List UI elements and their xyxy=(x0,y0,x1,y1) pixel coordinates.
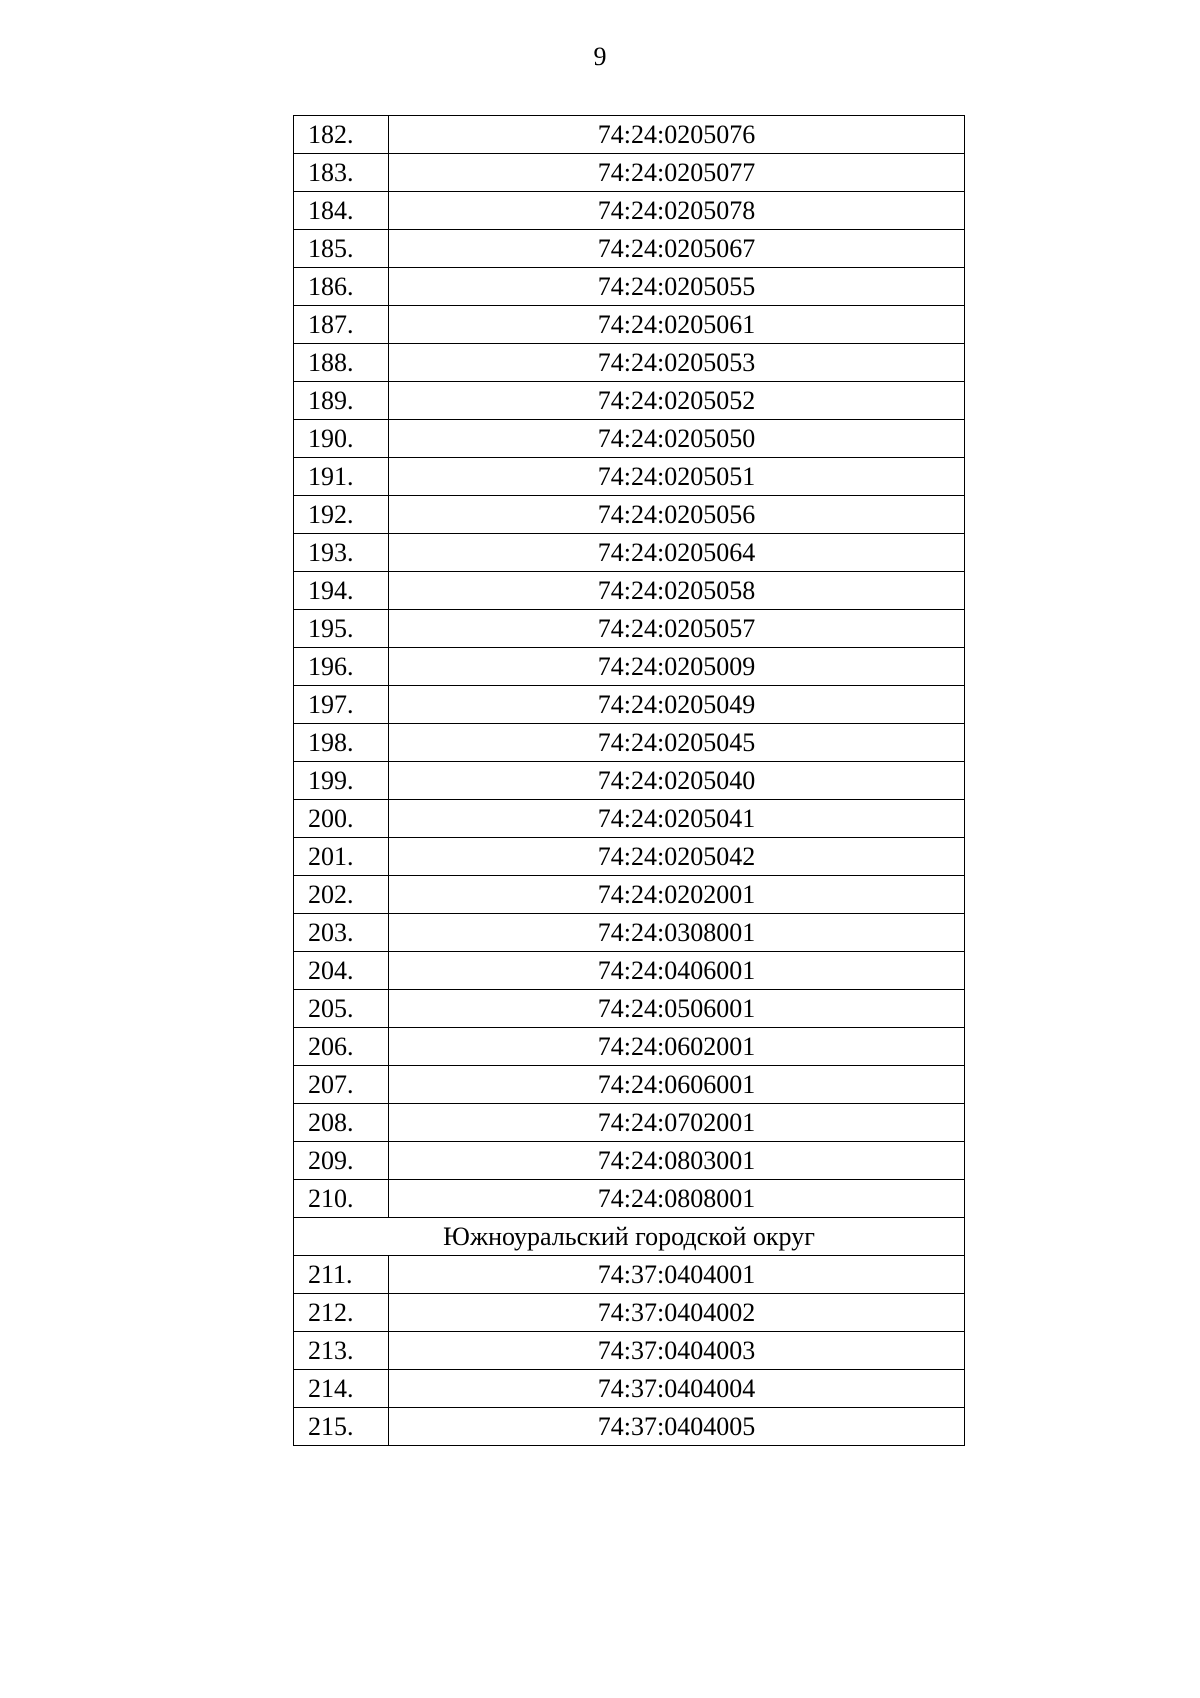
table-row xyxy=(294,1142,965,1180)
cadastral-number: 74:37:0404002 xyxy=(389,1294,965,1332)
table-row xyxy=(294,1256,965,1294)
row-number: 183. xyxy=(294,154,389,192)
row-number: 192. xyxy=(294,496,389,534)
cadastral-number: 74:24:0205078 xyxy=(389,192,965,230)
table-row xyxy=(294,1370,965,1408)
cadastral-number: 74:24:0205057 xyxy=(389,610,965,648)
cadastral-number: 74:24:0202001 xyxy=(389,876,965,914)
table-row xyxy=(294,876,965,914)
table-row xyxy=(294,1180,965,1218)
row-number: 202. xyxy=(294,876,389,914)
row-number: 214. xyxy=(294,1370,389,1408)
cadastral-number: 74:24:0808001 xyxy=(389,1180,965,1218)
row-number: 201. xyxy=(294,838,389,876)
row-number: 190. xyxy=(294,420,389,458)
cadastral-number: 74:24:0205052 xyxy=(389,382,965,420)
row-number: 187. xyxy=(294,306,389,344)
row-number: 197. xyxy=(294,686,389,724)
row-number: 212. xyxy=(294,1294,389,1332)
cadastral-number: 74:24:0205045 xyxy=(389,724,965,762)
row-number: 213. xyxy=(294,1332,389,1370)
cadastral-number: 74:37:0404005 xyxy=(389,1408,965,1446)
row-number: 200. xyxy=(294,800,389,838)
table-row xyxy=(294,648,965,686)
cadastral-number: 74:24:0205051 xyxy=(389,458,965,496)
table-row xyxy=(294,572,965,610)
row-number: 215. xyxy=(294,1408,389,1446)
table-row xyxy=(294,420,965,458)
row-number: 182. xyxy=(294,116,389,154)
table-row xyxy=(294,382,965,420)
table-row xyxy=(294,268,965,306)
cadastral-number: 74:24:0205009 xyxy=(389,648,965,686)
table-row xyxy=(294,838,965,876)
table-row xyxy=(294,1104,965,1142)
cadastral-number: 74:24:0205050 xyxy=(389,420,965,458)
row-number: 196. xyxy=(294,648,389,686)
row-number: 184. xyxy=(294,192,389,230)
row-number: 198. xyxy=(294,724,389,762)
table-row xyxy=(294,116,965,154)
table-row xyxy=(294,990,965,1028)
cadastral-table xyxy=(293,115,965,1446)
cadastral-number: 74:24:0406001 xyxy=(389,952,965,990)
row-number: 185. xyxy=(294,230,389,268)
cadastral-number: 74:24:0506001 xyxy=(389,990,965,1028)
section-heading: Южноуральский городской округ xyxy=(294,1218,965,1256)
row-number: 191. xyxy=(294,458,389,496)
table-row xyxy=(294,800,965,838)
cadastral-number: 74:24:0205042 xyxy=(389,838,965,876)
row-number: 204. xyxy=(294,952,389,990)
cadastral-number: 74:24:0602001 xyxy=(389,1028,965,1066)
page-number: 9 xyxy=(593,42,607,71)
table-row xyxy=(294,724,965,762)
cadastral-number: 74:24:0702001 xyxy=(389,1104,965,1142)
cadastral-number: 74:37:0404004 xyxy=(389,1370,965,1408)
cadastral-number: 74:24:0205061 xyxy=(389,306,965,344)
cadastral-number: 74:24:0205053 xyxy=(389,344,965,382)
row-number: 193. xyxy=(294,534,389,572)
row-number: 206. xyxy=(294,1028,389,1066)
cadastral-number: 74:24:0205049 xyxy=(389,686,965,724)
row-number: 195. xyxy=(294,610,389,648)
row-number: 199. xyxy=(294,762,389,800)
row-number: 207. xyxy=(294,1066,389,1104)
cadastral-number: 74:24:0205040 xyxy=(389,762,965,800)
table-row xyxy=(294,686,965,724)
row-number: 205. xyxy=(294,990,389,1028)
cadastral-number: 74:24:0205077 xyxy=(389,154,965,192)
cadastral-number: 74:24:0205041 xyxy=(389,800,965,838)
table-row xyxy=(294,1294,965,1332)
row-number: 203. xyxy=(294,914,389,952)
table-row xyxy=(294,192,965,230)
cadastral-number: 74:24:0606001 xyxy=(389,1066,965,1104)
cadastral-number: 74:24:0205076 xyxy=(389,116,965,154)
table-body xyxy=(294,116,965,1446)
cadastral-number: 74:37:0404003 xyxy=(389,1332,965,1370)
table-row xyxy=(294,534,965,572)
row-number: 194. xyxy=(294,572,389,610)
table-row xyxy=(294,154,965,192)
row-number: 189. xyxy=(294,382,389,420)
cadastral-number: 74:24:0803001 xyxy=(389,1142,965,1180)
row-number: 209. xyxy=(294,1142,389,1180)
table-row xyxy=(294,1066,965,1104)
row-number: 188. xyxy=(294,344,389,382)
section-row xyxy=(294,1218,965,1256)
table-row xyxy=(294,230,965,268)
cadastral-number: 74:24:0308001 xyxy=(389,914,965,952)
table-row xyxy=(294,496,965,534)
table-row xyxy=(294,952,965,990)
table-row xyxy=(294,306,965,344)
cadastral-number: 74:24:0205055 xyxy=(389,268,965,306)
cadastral-number: 74:24:0205058 xyxy=(389,572,965,610)
table-row xyxy=(294,762,965,800)
table-row xyxy=(294,1028,965,1066)
table-row xyxy=(294,1332,965,1370)
table-row xyxy=(294,1408,965,1446)
row-number: 211. xyxy=(294,1256,389,1294)
row-number: 208. xyxy=(294,1104,389,1142)
table-row xyxy=(294,344,965,382)
table-row xyxy=(294,458,965,496)
row-number: 186. xyxy=(294,268,389,306)
row-number: 210. xyxy=(294,1180,389,1218)
cadastral-number: 74:24:0205056 xyxy=(389,496,965,534)
table-row xyxy=(294,914,965,952)
cadastral-number: 74:24:0205067 xyxy=(389,230,965,268)
table-row xyxy=(294,610,965,648)
cadastral-number: 74:24:0205064 xyxy=(389,534,965,572)
cadastral-number: 74:37:0404001 xyxy=(389,1256,965,1294)
